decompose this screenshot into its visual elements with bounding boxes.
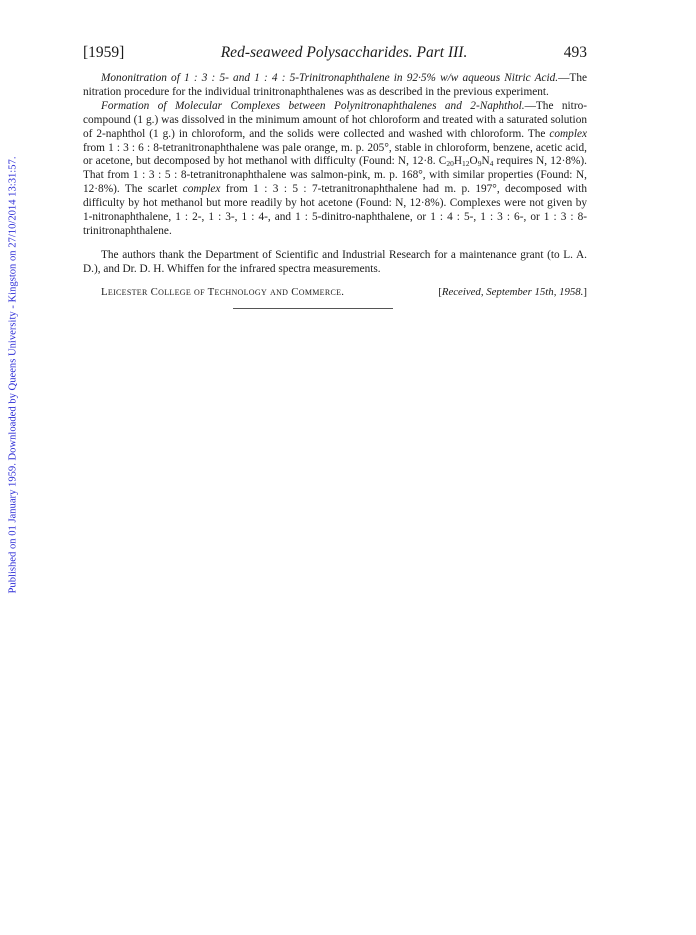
article-page (83, 44, 587, 309)
paragraph-text: —The nitration procedure for the individual trinitronaphthalenes was as described in the previous experiment. (83, 72, 587, 98)
page-number: 493 (563, 44, 587, 61)
running-header (83, 44, 587, 62)
bracket-open: [ (438, 285, 442, 298)
paragraph-acknowledgement: The authors thank the Department of Scientific and Industrial Research for a maintenance grant (to L. A. D.), and Dr. D. H. Whiffen for the infrared spectra measurements. (83, 248, 587, 275)
formula-subscript: 9 (477, 159, 482, 169)
italic-complex: complex (182, 183, 221, 196)
formula-element: N (481, 155, 490, 168)
formula-element: O (469, 155, 478, 168)
header-title: Red-seaweed Polysaccharides. Part III. (220, 44, 468, 61)
formula-element: H (453, 155, 463, 168)
received-date (438, 286, 587, 298)
italic-complex: complex (549, 127, 587, 140)
paragraph-mononitration (83, 72, 587, 100)
formula-subscript: 4 (489, 159, 494, 169)
affiliation: Leicester College of Technology and Commerce. (101, 285, 345, 298)
header-year: [1959] (83, 44, 125, 61)
paragraph-text: requires N, 12·8%). That from 1 : 3 : 5 : 8-tetranitronaphthalene was salmon-pink, m. p. 168°, with similar properties (Found: N, 12·8%). The scarlet (83, 155, 587, 196)
download-watermark (5, 150, 21, 600)
article-body (83, 72, 587, 277)
formula-subscript: 20 (446, 159, 454, 169)
formula-subscript: 12 (462, 159, 470, 169)
watermark-text: Published on 01 January 1959. Downloaded by Queens University - Kingston on 27/10/2014 13:31:57. (7, 156, 19, 594)
section-heading-mononitration: Mononitration of 1 : 3 : 5- and 1 : 4 : 5-Trinitronaphthalene in 92·5% w/w aqueous Nitric Acid. (101, 72, 559, 84)
paragraph-text: from 1 : 3 : 5 : 7-tetranitronaphthalene had m. p. 197°, decomposed with difficulty by hot methanol but more readily by hot acetone (Found: N, 12·8%). Complexes were not given by 1-nitronaphthalene, 1 : 2-, 1 : 3-, 1 : 4-, and 1 : 5-dinitro-naphthalene, or 1 : 4 : 5-, 1 : 3 : 6-, or 1 : 3 : 8-trinitronaphthalene. (83, 183, 588, 237)
affiliation-row (83, 286, 587, 298)
received-text: Received, September 15th, 1958. (441, 285, 584, 298)
end-rule (233, 308, 393, 309)
paragraph-text: from 1 : 3 : 6 : 8-tetranitronaphthalene was pale orange, m. p. 205°, stable in chloroform, benzene, acetic acid, or acetone, but decomposed by hot methanol with difficulty (Found: N, 12·8. C (83, 141, 587, 168)
bracket-close: ] (583, 285, 587, 298)
section-heading-complexes: Formation of Molecular Complexes between Polynitronaphthalenes and 2-Naphthol. (101, 99, 525, 112)
paragraph-text: —The nitro-compound (1 g.) was dissolved in the minimum amount of hot chloroform and treated with a saturated solution of 2-naphthol (1 g.) in chloroform, and the solids were collected and washed with chloroform. The (83, 99, 587, 140)
paragraph-complexes (83, 100, 587, 239)
